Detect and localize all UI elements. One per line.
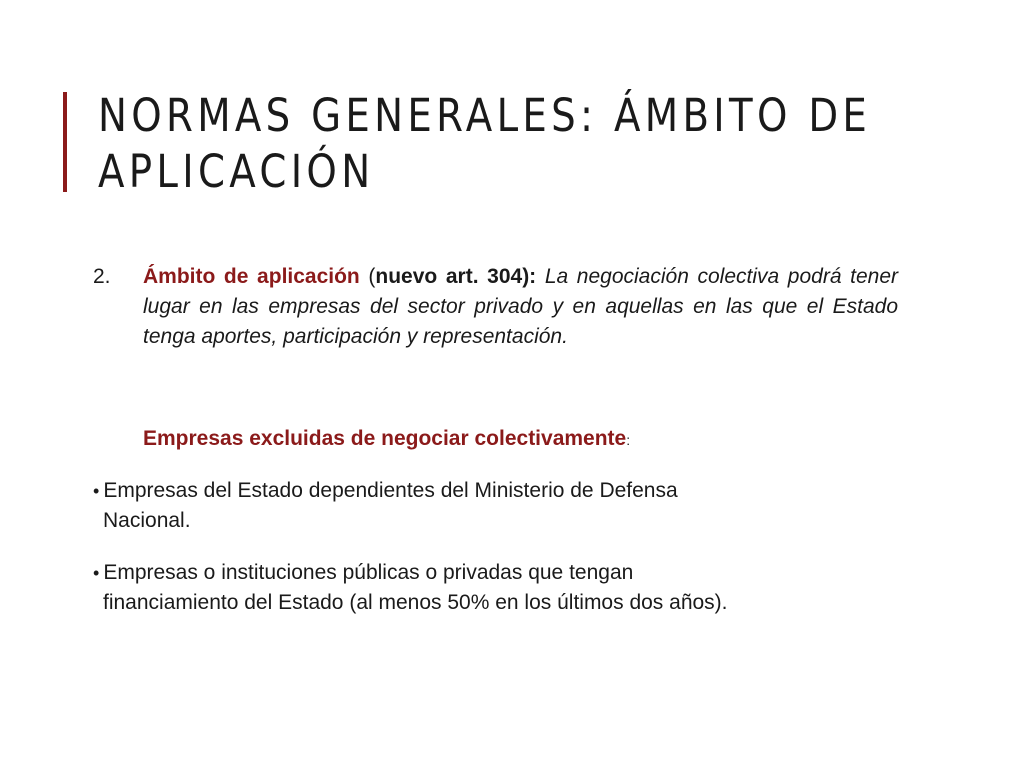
title-line-2: APLICACIÓN	[98, 145, 375, 198]
bullet-line-2: financiamiento del Estado (al menos 50% en los últimos dos años).	[103, 591, 728, 614]
title-line-1: NORMAS GENERALES: ÁMBITO DE	[98, 89, 872, 142]
bullet-line-1	[93, 561, 633, 584]
excluded-companies-heading	[143, 424, 630, 455]
list-item	[93, 476, 898, 536]
bullet-text: Empresas o instituciones públicas o privadas que tengan	[103, 561, 634, 584]
bullet-text: Empresas del Estado dependientes del Ministerio de Defensa	[103, 479, 678, 502]
page-title	[98, 88, 872, 200]
title-accent-bar	[63, 92, 67, 192]
item-quote: La negociación colectiva podrá tener lugar en las empresas del sector privado y en aquellas en las que el Estado tenga aportes, participación y representación.	[143, 265, 898, 348]
list-item	[93, 558, 898, 618]
bullet-line-2: Nacional.	[103, 509, 191, 532]
item-number: 2.	[93, 265, 111, 288]
item-heading: Ámbito de aplicación	[143, 265, 360, 288]
bullet-icon: •	[93, 481, 100, 501]
subheading-text: Empresas excluidas de negociar colectivamente	[143, 427, 627, 450]
bullet-icon: •	[93, 563, 100, 583]
item-ref-open: (	[368, 265, 376, 288]
item-article-ref: nuevo art. 304	[375, 265, 523, 288]
item-body	[143, 262, 898, 352]
bullet-line-1	[93, 479, 678, 502]
item-ref-close: ):	[522, 265, 537, 288]
numbered-item	[93, 262, 898, 352]
subheading-colon: :	[626, 432, 631, 448]
